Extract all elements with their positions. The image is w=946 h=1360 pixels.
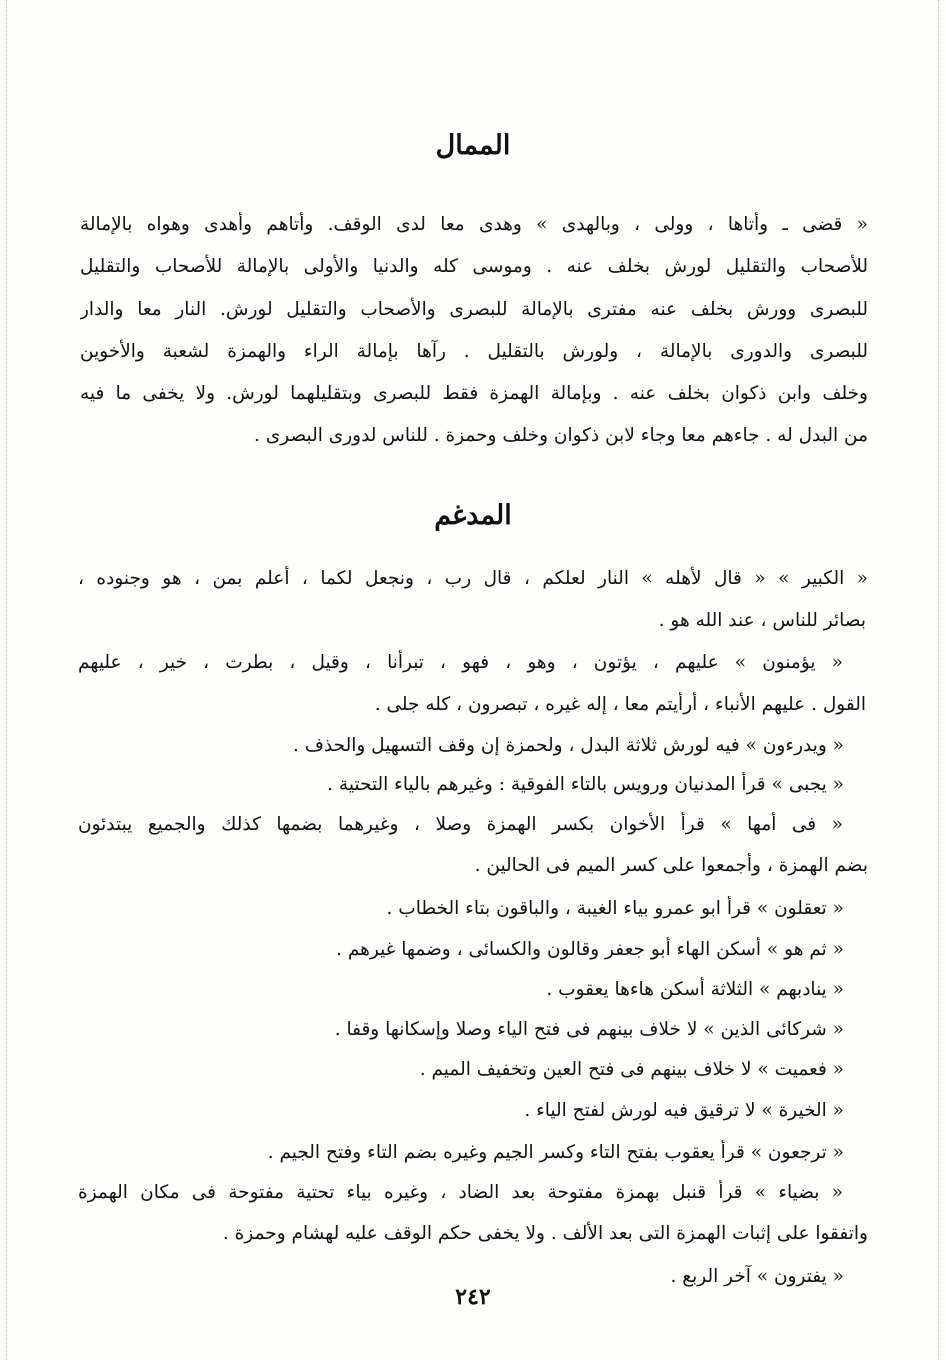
mudgham-line: « يؤمنون » عليهم ، يؤتون ، وهو ، فهو ، تبرأنا ، وقيل ، بطرت ، خير ، عليهم [78,652,843,673]
mudgham-line: « تعقلون » قرأ ابو عمرو بياء الغيبة ، والباقون بتاء الخطاب . [386,898,844,919]
right-margin-dots [938,0,940,1360]
mudgham-line: « ويدرءون » فيه لورش ثلاثة البدل ، ولحمزة إن وقف التسهيل والحذف . [293,735,844,756]
mudgham-line: « ينادبهم » الثلاثة أسكن هاءها يعقوب . [546,979,844,1000]
mudgham-line: « فى أمها » قرأ الأخوان بكسر الهمزة وصلا ، وغيرهما بضمها كذلك والجميع يبتدئون [78,814,843,835]
mudgham-line: واتفقوا على إثبات الهمزة التى بعد الألف . ولا يخفى حكم الوقف عليه لهشام وحمزة . [222,1223,868,1244]
section-heading-mudgham: المدغم [434,500,512,531]
mumal-line: للبصرى والدورى بالإمالة ، ولورش بالتقليل . رآها بإمالة الراء والهمزة لشعبة والأخوين [80,341,868,362]
mudgham-line: « يفترون » آخر الربع . [670,1266,844,1287]
mumal-line: « قضى ـ وأتاها ، وولى ، وبالهدى » وهدى معا لدى الوقف. وأتاهم وأهدى وهواه بالإمالة [80,214,868,235]
mudgham-line: « فعميت » لا خلاف بينهم فى فتح العين وتخفيف الميم . [419,1059,844,1080]
mudgham-line: « شركائى الذين » لا خلاف بينهم فى فتح الياء وصلا وإسكانها وقفا . [334,1019,844,1040]
mudgham-line: « الكبير » « قال لأهله » النار لعلكم ، قال رب ، ونجعل لكما ، أعلم بمن ، هو وجنوده ، [78,568,868,589]
section-heading-mumal: الممال [435,130,511,161]
mudgham-line: « ترجعون » قرأ يعقوب بفتح التاء وكسر الجيم وغيره بضم التاء وفتح الجيم . [267,1142,844,1163]
page-number: ٢٤٢ [455,1284,491,1310]
mumal-line: للبصرى وورش بخلف عنه مفترى بالإمالة للبصرى والأصحاب والتقليل لورش. النار معا والدار [80,299,868,320]
mudgham-line: بضم الهمزة ، وأجمعوا على كسر الميم فى الحالين . [474,855,868,876]
mudgham-line: « ثم هو » أسكن الهاء أبو جعفر وقالون والكسائى ، وضمها غيرهم . [336,939,844,960]
left-margin-dots [6,0,8,1360]
mudgham-line: بصائر للناس ، عند الله هو . [658,610,866,631]
mumal-line: وخلف وابن ذكوان بخلف عنه . وبإمالة الهمزة فقط للبصرى وبتقليلهما لورش. ولا يخفى ما فيه [80,383,868,404]
mudgham-line: « يجبى » قرأ المدنيان ورويس بالتاء الفوقية : وغيرهم بالياء التحتية . [327,774,844,795]
mumal-line: للأصحاب والتقليل لورش بخلف عنه . وموسى كله والدنيا والأولى بالإمالة للأصحاب والتقليل [80,256,868,277]
mudgham-line: « بضياء » قرأ قنبل بهمزة مفتوحة بعد الضاد ، وغيره بياء تحتية مفتوحة فى مكان الهمزة [78,1182,843,1203]
mumal-line: من البدل له . جاءهم معا وجاء لابن ذكوان وخلف وحمزة . للناس لدورى البصرى . [254,425,868,446]
mudgham-line: القول . عليهم الأنباء ، أرأيتم معا ، إله غيره ، تبصرون ، كله جلى . [374,694,866,715]
mudgham-line: « الخيرة » لا ترقيق فيه لورش لفتح الياء . [524,1100,844,1121]
